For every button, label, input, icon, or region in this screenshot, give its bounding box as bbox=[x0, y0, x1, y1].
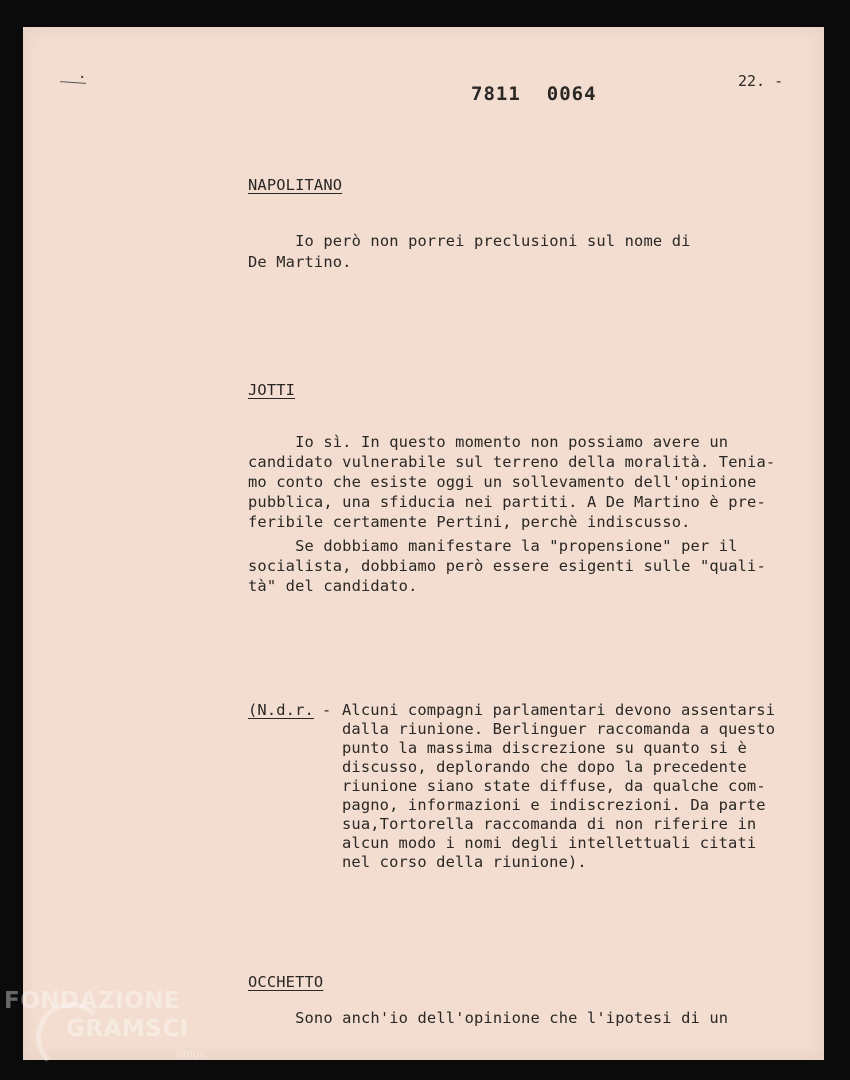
ndr-line-5: riunione siano state diffuse, da qualche com- bbox=[342, 777, 766, 795]
ndr-line-6: pagno, informazioni e indiscrezioni. Da parte bbox=[342, 796, 766, 814]
ndr-label: (N.d.r. bbox=[248, 701, 314, 719]
ndr-line-1: Alcuni compagni parlamentari devono assentarsi bbox=[342, 701, 776, 719]
page-number: 22. - bbox=[738, 72, 784, 90]
ndr-line-8: alcun modo i nomi degli intellettuali citati bbox=[342, 834, 757, 852]
margin-dot: · bbox=[78, 70, 87, 86]
jotti-p1-line-2: candidato vulnerabile sul terreno della moralità. Tenia- bbox=[248, 453, 776, 471]
doc-number-part-b: 0064 bbox=[546, 83, 597, 105]
speaker-occhetto: OCCHETTO bbox=[248, 973, 324, 991]
ndr-line-3: punto la massima discrezione su quanto si è bbox=[342, 739, 747, 757]
doc-number-part-a: 7811 bbox=[471, 83, 521, 105]
document-number bbox=[471, 83, 623, 105]
occhetto-line-1: Sono anch'io dell'opinione che l'ipotesi di un bbox=[248, 1009, 729, 1027]
ndr-line-2: dalla riunione. Berlinguer raccomanda a questo bbox=[342, 720, 776, 738]
ndr-line-9: nel corso della riunione). bbox=[342, 853, 587, 871]
jotti-p2-line-1: Se dobbiamo manifestare la "propensione" per il bbox=[248, 537, 738, 555]
jotti-p2-line-2: socialista, dobbiamo però essere esigenti sulle "quali- bbox=[248, 557, 766, 575]
napolitano-line-1: Io però non porrei preclusioni sul nome di bbox=[248, 232, 691, 250]
speaker-jotti: JOTTI bbox=[248, 381, 296, 399]
ndr-line-4: discusso, deplorando che dopo la precedente bbox=[342, 758, 747, 776]
jotti-p1-line-3: mo conto che esiste oggi un sollevamento dell'opinione bbox=[248, 473, 757, 491]
watermark-line-1: FONDAZIONE bbox=[4, 988, 181, 1014]
ndr-dash: - bbox=[322, 701, 332, 719]
jotti-p1-line-4: pubblica, una sfiducia nei partiti. A De Martino è pre- bbox=[248, 493, 766, 511]
watermark-line-2: GRAMSCI bbox=[66, 1016, 189, 1042]
watermark-line-3: onlus bbox=[176, 1048, 206, 1061]
jotti-p1-line-1: Io sì. In questo momento non possiamo avere un bbox=[248, 433, 729, 451]
jotti-p2-line-3: tà" del candidato. bbox=[248, 577, 418, 595]
jotti-p1-line-5: feribile certamente Pertini, perchè indiscusso. bbox=[248, 513, 691, 531]
napolitano-line-2: De Martino. bbox=[248, 253, 352, 271]
fondazione-gramsci-watermark bbox=[4, 988, 224, 1068]
speaker-napolitano: NAPOLITANO bbox=[248, 176, 343, 194]
ndr-line-7: sua,Tortorella raccomanda di non riferire in bbox=[342, 815, 757, 833]
